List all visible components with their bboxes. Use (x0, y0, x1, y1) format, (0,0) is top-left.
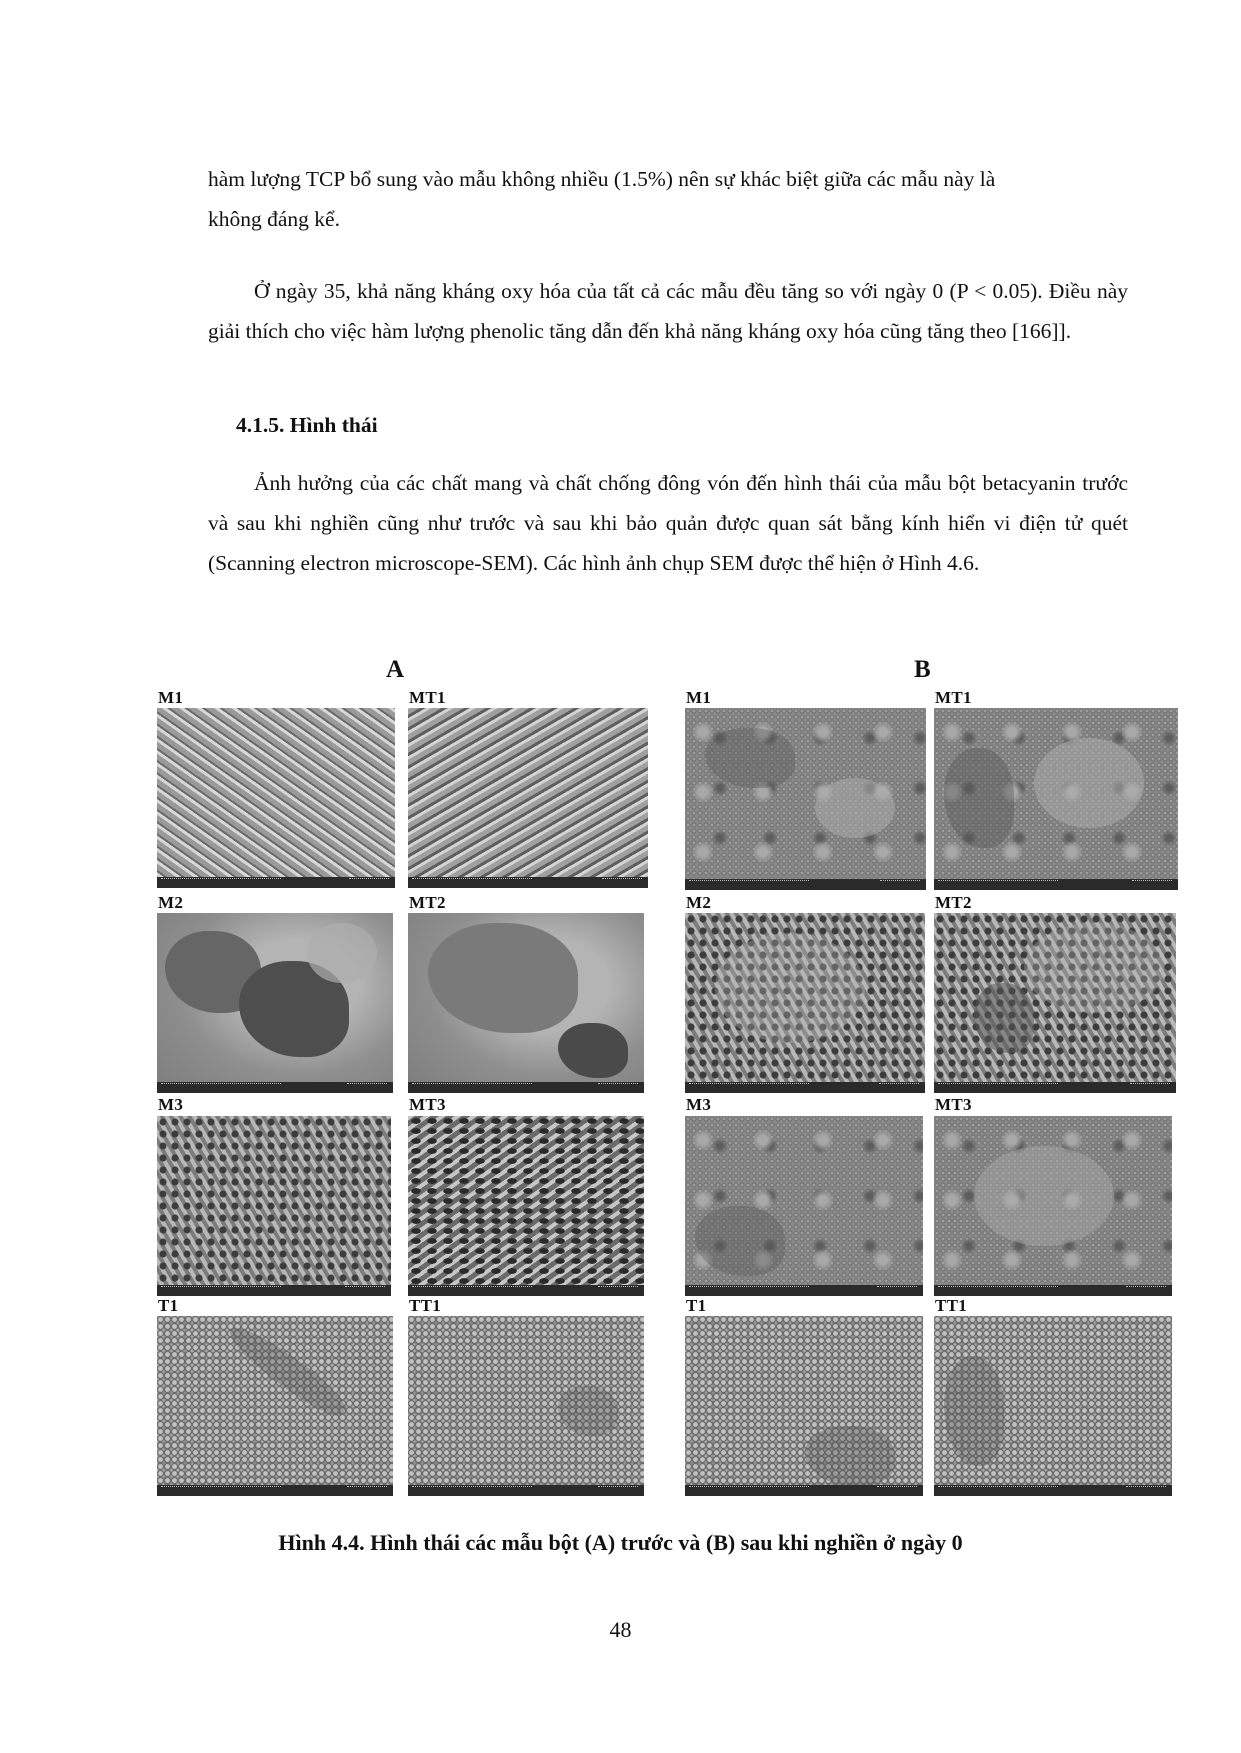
label-a-tt1: TT1 (409, 1296, 442, 1315)
label-a-t1: T1 (158, 1296, 179, 1315)
page-number: 48 (609, 1617, 632, 1642)
label-b-tt1: TT1 (935, 1296, 968, 1315)
paragraph-1-line-2: không đáng kể. (208, 207, 340, 231)
sem-image-b-t1 (685, 1316, 923, 1496)
sem-image-b-mt3 (934, 1116, 1172, 1296)
label-b-t1: T1 (686, 1296, 707, 1315)
paragraph-2: Ở ngày 35, khả năng kháng oxy hóa của tất cả các mẫu đều tăng so với ngày 0 (P < 0.05). Điều này giải thích cho việc hàm lượng phenolic tăng dẫn đến khả năng kháng oxy hóa cũng tăng theo [166]]. (208, 279, 1128, 343)
sem-image-a-m1 (157, 708, 395, 888)
label-b-mt3: MT3 (935, 1095, 972, 1114)
label-b-m1: M1 (686, 688, 712, 707)
label-b-mt2: MT2 (935, 893, 972, 912)
label-a-m1: M1 (158, 688, 184, 707)
sem-image-b-m2 (685, 913, 925, 1093)
panel-b-label: B (914, 656, 931, 683)
label-a-mt3: MT3 (409, 1095, 446, 1114)
sem-image-b-mt1 (934, 708, 1178, 890)
label-a-mt2: MT2 (409, 893, 446, 912)
sem-image-b-m3 (685, 1116, 923, 1296)
paragraph-3: Ảnh hưởng của các chất mang và chất chống đông vón đến hình thái của mẫu bột betacyanin trước và sau khi nghiền cũng như trước và sau khi bảo quản được quan sát bằng kính hiển vi điện tử quét (Scanning electron microscope-SEM). Các hình ảnh chụp SEM được thể hiện ở Hình 4.6. (208, 471, 1128, 575)
sem-image-a-t1 (157, 1316, 393, 1496)
figure-caption: Hình 4.4. Hình thái các mẫu bột (A) trước và (B) sau khi nghiền ở ngày 0 (278, 1530, 963, 1555)
label-b-m2: M2 (686, 893, 712, 912)
label-a-m3: M3 (158, 1095, 184, 1114)
paragraph-1-line-1: hàm lượng TCP bổ sung vào mẫu không nhiều (1.5%) nên sự khác biệt giữa các mẫu này là (208, 167, 996, 191)
label-a-mt1: MT1 (409, 688, 446, 707)
sem-image-a-mt2 (408, 913, 644, 1093)
sem-image-a-m2 (157, 913, 393, 1093)
sem-image-a-tt1 (408, 1316, 644, 1496)
sem-image-b-m1 (685, 708, 926, 890)
sem-image-b-tt1 (934, 1316, 1172, 1496)
sem-image-b-mt2 (934, 913, 1176, 1093)
sem-image-a-m3 (157, 1116, 391, 1296)
section-heading: 4.1.5. Hình thái (236, 413, 378, 437)
panel-a-label: A (386, 656, 405, 683)
label-b-m3: M3 (686, 1095, 712, 1114)
sem-image-a-mt3 (408, 1116, 644, 1296)
sem-image-a-mt1 (408, 708, 648, 888)
label-a-m2: M2 (158, 893, 184, 912)
label-b-mt1: MT1 (935, 688, 972, 707)
